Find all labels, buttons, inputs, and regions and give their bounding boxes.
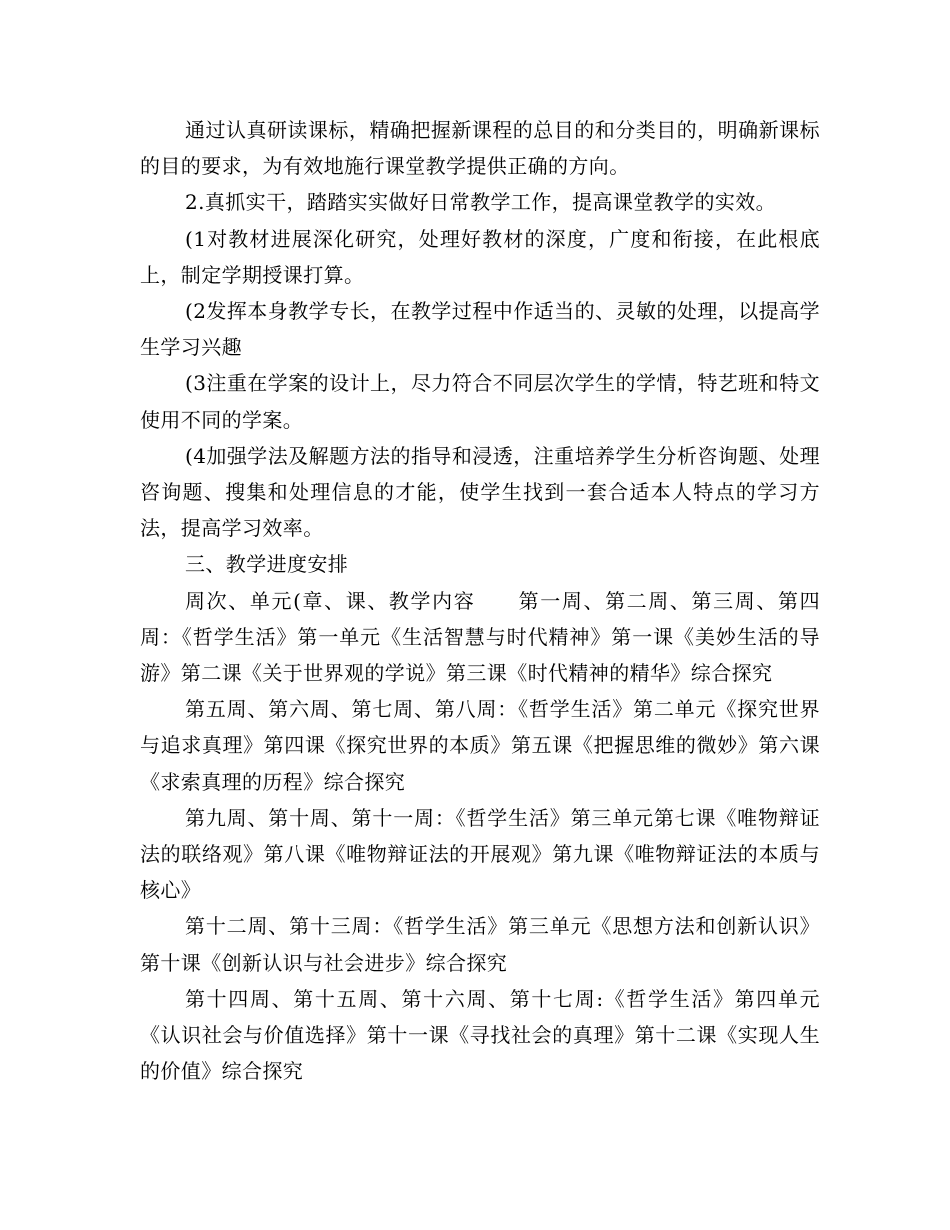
paragraph-point-2: 2.真抓实干，踏踏实实做好日常教学工作，提高课堂教学的实效。 [185,190,777,215]
paragraph-study-curriculum: 通过认真研读课标，精确把握新课程的总目的和分类目的，明确新课标的目的要求，为有效地施行课堂教学提供正确的方向。 [140,118,820,179]
schedule-weeks-1-4: 周次、单元(章、课、教学内容 第一周、第二周、第三周、第四周：《哲学生活》第一单元《生活智慧与时代精神》第一课《美妙生活的导游》第二课《关于世界观的学说》第三课《时代精神的精华》综合探究 [140,588,820,686]
schedule-weeks-12-13: 第十二周、第十三周：《哲学生活》第三单元《思想方法和创新认识》第十课《创新认识与社会进步》综合探究 [140,914,820,975]
paragraph-subpoint-1: (1对教材进展深化研究，处理好教材的深度，广度和衔接，在此根底上，制定学期授课打算。 [140,226,820,287]
section-heading-schedule: 三、教学进度安排 [185,552,349,577]
schedule-weeks-14-17: 第十四周、第十五周、第十六周、第十七周:《哲学生活》第四单元《认识社会与价值选择》第十一课《寻找社会的真理》第十二课《实现人生的价值》综合探究 [140,986,820,1084]
paragraph-subpoint-4: (4加强学法及解题方法的指导和浸透，注重培养学生分析咨询题、处理咨询题、搜集和处理信息的才能，使学生找到一套合适本人特点的学习方法，提高学习效率。 [140,443,820,541]
schedule-weeks-9-11: 第九周、第十周、第十一周：《哲学生活》第三单元第七课《唯物辩证法的联络观》第八课《唯物辩证法的开展观》第九课《唯物辩证法的本质与核心》 [140,805,820,903]
paragraph-subpoint-3: (3注重在学案的设计上，尽力符合不同层次学生的学情，特艺班和特文使用不同的学案。 [140,371,820,432]
paragraph-subpoint-2: (2发挥本身教学专长，在教学过程中作适当的、灵敏的处理，以提高学生学习兴趣 [140,299,820,360]
document-body [140,112,820,1089]
schedule-weeks-5-8: 第五周、第六周、第七周、第八周：《哲学生活》第二单元《探究世界与追求真理》第四课《探究世界的本质》第五课《把握思维的微妙》第六课《求索真理的历程》综合探究 [140,697,820,794]
